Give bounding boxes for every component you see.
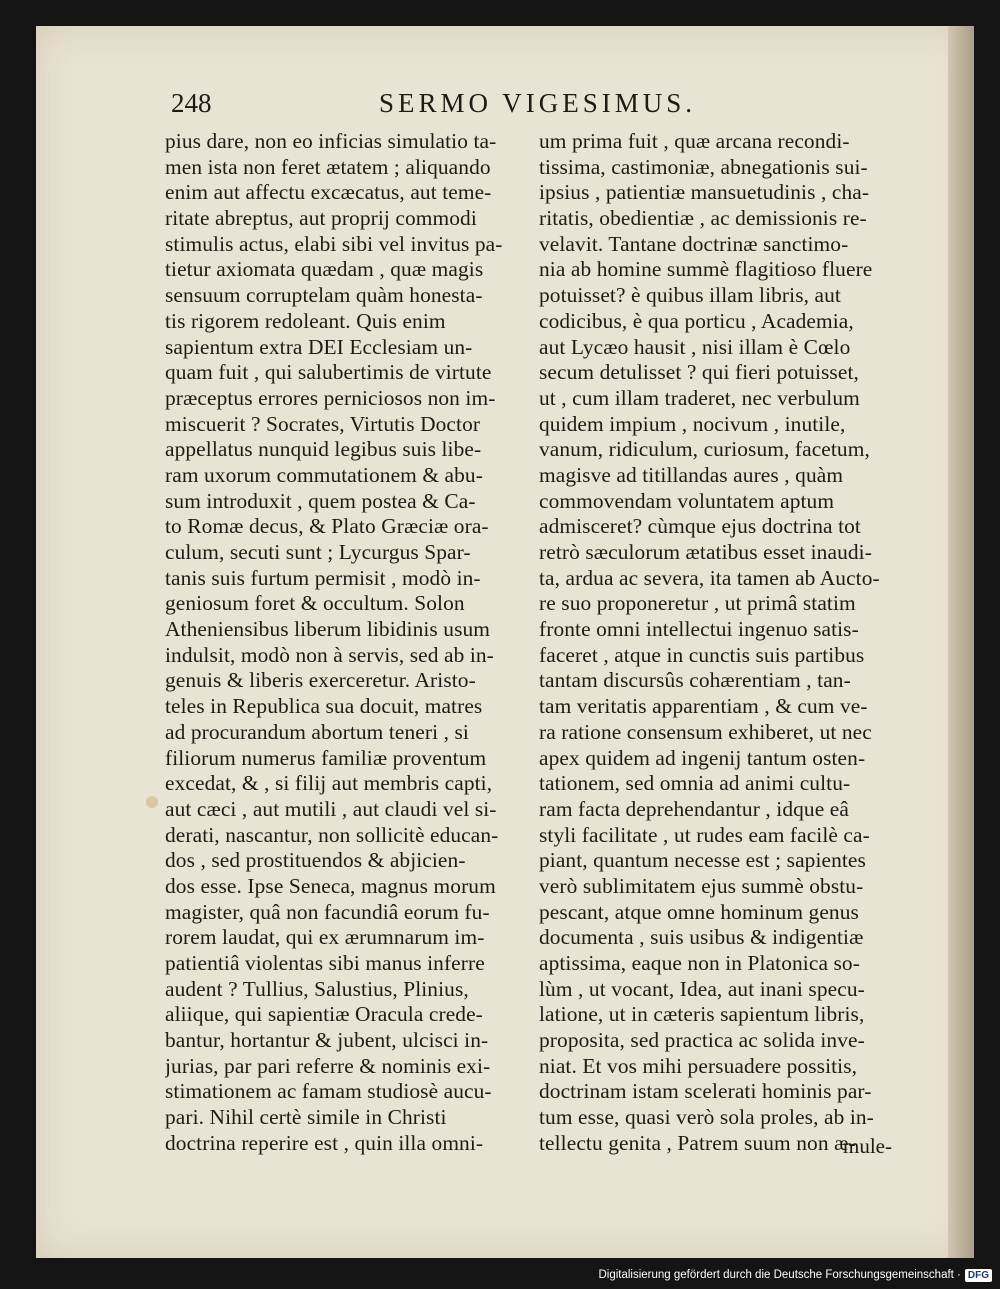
text-line: to Romæ decus, & Plato Græciæ ora- [165, 514, 489, 539]
page-header [36, 88, 974, 128]
digitization-footer [598, 1265, 992, 1285]
text-line: appellatus nunquid legibus suis libe- [165, 437, 482, 462]
text-line: geniosum foret & occultum. Solon [165, 591, 465, 616]
text-line: indulsit, modò non à servis, sed ab in- [165, 642, 494, 667]
text-line: admisceret? cùmque ejus doctrina tot [539, 514, 861, 539]
running-title: SERMO VIGESIMUS. [379, 88, 697, 118]
text-line: ta, ardua ac severa, ita tamen ab Aucto- [539, 565, 880, 590]
text-line: ut , cum illam traderet, nec verbulum [539, 385, 860, 410]
text-line: pari. Nihil certè simile in Christi [165, 1105, 447, 1130]
text-line: magisve ad titillandas aures , quàm [539, 462, 844, 487]
text-line: ram facta deprehendantur , idque eâ [539, 796, 849, 821]
text-line: tis rigorem redoleant. Quis enim [165, 308, 446, 333]
text-line: styli facilitate , ut rudes eam facilè ca- [539, 822, 870, 847]
text-line: ritatis, obedientiæ , ac demissionis re- [539, 206, 867, 231]
paper-stain [146, 796, 158, 808]
text-line: lùm , ut vocant, Idea, aut inani specu- [539, 976, 865, 1001]
text-line: genuis & liberis exerceretur. Aristo- [165, 668, 476, 693]
text-line: quidem impium , nocivum , inutile, [539, 411, 846, 436]
text-line: nia ab homine summè flagitioso fluere [539, 257, 873, 282]
text-line: verò sublimitatem ejus summè obstu- [539, 873, 864, 898]
dfg-logo: DFG [965, 1269, 992, 1282]
text-line: ipsius , patientiæ mansuetudinis , cha- [539, 180, 870, 205]
text-line: stimationem ac famam studiosè aucu- [165, 1079, 492, 1104]
text-line: secum detulisset ? qui fieri potuisset, [539, 360, 859, 385]
text-line: ritate abreptus, aut proprij commodi [165, 206, 477, 231]
text-line: enim aut affectu excæcatus, aut teme- [165, 180, 492, 205]
text-line: potuisset? è quibus illam libris, aut [539, 283, 841, 308]
text-line: jurias, par pari referre & nominis exi- [165, 1053, 491, 1078]
text-line: rorem laudat, qui ex ærumnarum im- [165, 925, 485, 950]
text-line: quam fuit , qui salubertimis de virtute [165, 360, 492, 385]
text-line: sapientum extra DEI Ecclesiam un- [165, 334, 473, 359]
text-line: aut Lycæo hausit , nisi illam è Cœlo [539, 334, 851, 359]
text-line: aliique, qui sapientiæ Oracula crede- [165, 1002, 483, 1027]
left-column [165, 129, 535, 1157]
text-line: doctrina reperire est , quin illa omni- [165, 1130, 484, 1155]
text-line: latione, ut in cæteris sapientum libris, [539, 1002, 865, 1027]
text-line: tanis suis furtum permisit , modò in- [165, 565, 481, 590]
text-line: culum, secuti sunt ; Lycurgus Spar- [165, 540, 471, 564]
page-number: 248 [171, 88, 212, 118]
text-line: niat. Et vos mihi persuadere possitis, [539, 1053, 858, 1078]
text-line: tationem, sed omnia ad animi cultu- [539, 771, 851, 796]
text-line: vanum, ridiculum, curiosum, facetum, [539, 437, 870, 462]
text-line: patientiâ violentas sibi manus inferre [165, 951, 485, 975]
text-line: teles in Republica sua docuit, matres [165, 694, 483, 719]
catchword: mule- [843, 1134, 892, 1158]
text-line: audent ? Tullius, Salustius, Plinius, [165, 976, 469, 1001]
text-line: fronte omni intellectui ingenuo satis- [539, 617, 859, 642]
text-line: documenta , suis usibus & indigentiæ [539, 925, 864, 950]
text-line: aut cæci , aut mutili , aut claudi vel si- [165, 796, 497, 821]
page-gutter [948, 26, 974, 1258]
text-line: um prima fuit , quæ arcana recondi- [539, 129, 850, 153]
text-line: sensuum corruptelam quàm honesta- [165, 283, 483, 308]
text-line: bantur, hortantur & jubent, ulcisci in- [165, 1028, 489, 1053]
text-line: excedat, & , si filij aut membris capti, [165, 771, 493, 796]
text-line: tum esse, quasi verò sola proles, ab in- [539, 1105, 874, 1130]
text-line: retrò sæculorum ætatibus esset inaudi- [539, 540, 872, 564]
text-line: ra ratione consensum exhiberet, ut nec [539, 719, 872, 744]
text-line: proposita, sed practica ac solida inve- [539, 1028, 865, 1053]
text-line: tantam discursûs cohærentiam , tan- [539, 668, 851, 693]
text-line: faceret , atque in cunctis suis partibus [539, 642, 865, 667]
text-line: commovendam voluntatem aptum [539, 488, 835, 513]
right-column [539, 129, 909, 1157]
text-line: Atheniensibus liberum libidinis usum [165, 617, 491, 642]
text-line: doctrinam istam scelerati hominis par- [539, 1079, 872, 1104]
text-line: derati, nascantur, non sollicitè educan- [165, 822, 499, 847]
text-line: tellectu genita , Patrem suum non æ- [539, 1130, 856, 1155]
text-line: velavit. Tantane doctrinæ sanctimo- [539, 231, 849, 256]
book-page [36, 26, 974, 1258]
text-line: codicibus, è qua porticu , Academia, [539, 308, 854, 333]
text-line: ram uxorum commutationem & abu- [165, 462, 483, 487]
text-line: men ista non feret ætatem ; aliquando [165, 154, 491, 179]
text-line: tietur axiomata quædam , quæ magis [165, 257, 484, 282]
text-line: filiorum numerus familiæ proventum [165, 745, 487, 770]
text-line: tissima, castimoniæ, abnegationis sui- [539, 154, 868, 179]
text-line: pescant, atque omne hominum genus [539, 899, 859, 924]
text-line: piant, quantum necesse est ; sapientes [539, 848, 866, 873]
text-line: re suo proponeretur , ut primâ statim [539, 591, 856, 616]
text-line: dos esse. Ipse Seneca, magnus morum [165, 873, 496, 898]
text-line: magister, quâ non facundiâ eorum fu- [165, 899, 490, 924]
text-line: stimulis actus, elabi sibi vel invitus pa- [165, 231, 503, 256]
text-line: ad procurandum abortum teneri , si [165, 719, 469, 744]
text-line: apex quidem ad ingenij tantum osten- [539, 745, 866, 770]
text-line: dos , sed prostituendos & abjicien- [165, 848, 466, 873]
text-line: præceptus errores perniciosos non im- [165, 385, 496, 410]
text-line: aptissima, eaque non in Platonica so- [539, 951, 860, 975]
text-line: miscuerit ? Socrates, Virtutis Doctor [165, 411, 481, 436]
text-line: tam veritatis apparentiam , & cum ve- [539, 694, 868, 719]
text-line: pius dare, non eo inficias simulatio ta- [165, 129, 497, 153]
text-line: sum introduxit , quem postea & Ca- [165, 488, 476, 513]
footer-text: Digitalisierung gefördert durch die Deutsche Forschungsgemeinschaft · [598, 1269, 961, 1281]
